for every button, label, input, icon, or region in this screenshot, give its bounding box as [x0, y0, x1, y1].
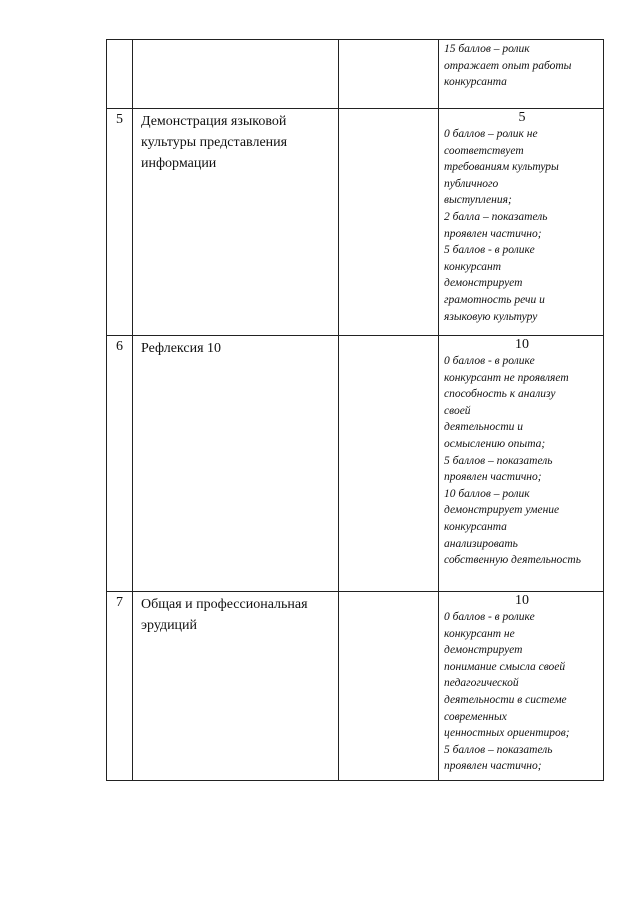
criterion-cell: Рефлексия 10	[133, 336, 339, 592]
score-cell	[439, 336, 604, 592]
score-description: 0 баллов - в ролике конкурсант не проявляет способность к анализу своей деятельности и осмыслению опыта; 5 баллов – показатель проявлен частично; 10 баллов – ролик демонстрирует умение конкурсанта анализировать собственную деятельность	[444, 355, 581, 567]
row-number	[107, 40, 133, 109]
max-points: 10	[515, 337, 529, 352]
empty-cell	[339, 336, 439, 592]
table-row	[107, 336, 604, 592]
score-description: 0 баллов - в ролике конкурсант не демонстрирует понимание смысла своей педагогической деятельности в системе современных ценностных ориентиров; 5 баллов – показатель проявлен частично;	[444, 611, 570, 773]
table-row	[107, 592, 604, 781]
row-number: 7	[107, 592, 133, 781]
criterion-cell: Демонстрация языковой культуры представления информации	[133, 109, 339, 336]
row-number: 6	[107, 336, 133, 592]
score-description: 15 баллов – ролик отражает опыт работы конкурсанта	[444, 43, 572, 89]
max-points: 10	[515, 593, 529, 608]
empty-cell	[339, 40, 439, 109]
score-cell	[439, 40, 604, 109]
empty-cell	[339, 592, 439, 781]
table-row	[107, 40, 604, 109]
score-description: 0 баллов – ролик не соответствует требованиям культуры публичного выступления; 2 балла – показатель проявлен частично; 5 баллов - в ролике конкурсант демонстрирует грамотность речи и языковую культуру	[444, 128, 559, 323]
row-number: 5	[107, 109, 133, 336]
criterion-cell: Общая и профессиональная эрудиций	[133, 592, 339, 781]
empty-cell	[339, 109, 439, 336]
criterion-cell	[133, 40, 339, 109]
max-points: 5	[518, 110, 526, 125]
score-cell	[439, 109, 604, 336]
score-cell	[439, 592, 604, 781]
criteria-table	[106, 39, 604, 781]
table-row	[107, 109, 604, 336]
